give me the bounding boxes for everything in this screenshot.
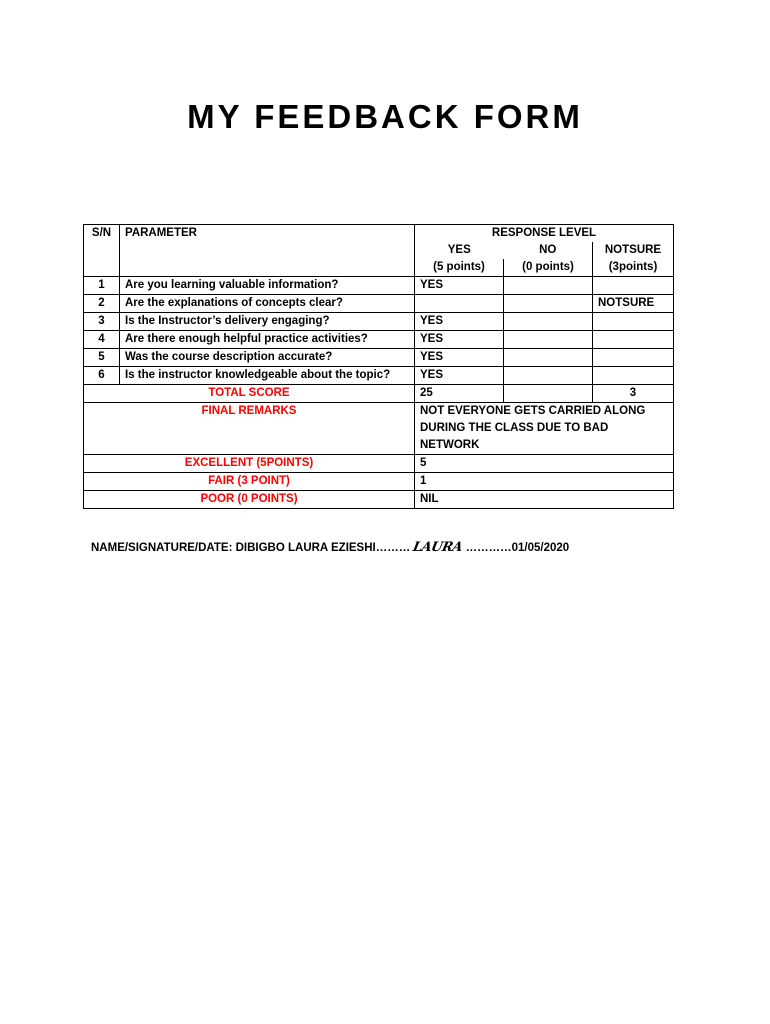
row-parameter: Was the course description accurate? [120, 349, 415, 367]
yes-header: YES [415, 242, 504, 259]
row-yes: YES [415, 349, 504, 367]
table-row [84, 349, 674, 367]
row-parameter: Is the instructor knowledgeable about the topic? [120, 367, 415, 385]
final-remarks-text: NOT EVERYONE GETS CARRIED ALONG DURING THE CLASS DUE TO BAD NETWORK [415, 403, 674, 455]
notsure-points: (3points) [593, 259, 674, 277]
yes-points: (5 points) [415, 259, 504, 277]
total-no [504, 385, 593, 403]
row-sn: 2 [84, 295, 120, 313]
row-yes [415, 295, 504, 313]
row-yes: YES [415, 277, 504, 295]
header-row-1 [84, 225, 674, 243]
rating-row [84, 491, 674, 509]
notsure-header: NOTSURE [593, 242, 674, 259]
signature-prefix: NAME/SIGNATURE/DATE: DIBIGBO LAURA EZIESHI……… [91, 542, 411, 554]
rating-row [84, 455, 674, 473]
row-sn: 4 [84, 331, 120, 349]
row-parameter: Are you learning valuable information? [120, 277, 415, 295]
signature-line [91, 540, 569, 555]
row-no [504, 277, 593, 295]
row-yes: YES [415, 313, 504, 331]
row-notsure [593, 331, 674, 349]
header-row-3 [84, 259, 674, 277]
row-no [504, 295, 593, 313]
row-parameter: Are there enough helpful practice activities? [120, 331, 415, 349]
table-row [84, 277, 674, 295]
total-notsure: 3 [593, 385, 674, 403]
final-remarks-label: FINAL REMARKS [84, 403, 415, 455]
row-notsure [593, 367, 674, 385]
row-sn: 1 [84, 277, 120, 295]
row-sn: 6 [84, 367, 120, 385]
total-row [84, 385, 674, 403]
row-yes: YES [415, 367, 504, 385]
rating-value: NIL [415, 491, 674, 509]
sn-header: S/N [84, 225, 120, 243]
row-parameter: Are the explanations of concepts clear? [120, 295, 415, 313]
row-notsure [593, 313, 674, 331]
signature-date: …………01/05/2020 [465, 542, 570, 554]
row-no [504, 349, 593, 367]
rating-label: FAIR (3 POINT) [84, 473, 415, 491]
no-points: (0 points) [504, 259, 593, 277]
rating-label: POOR (0 POINTS) [84, 491, 415, 509]
response-level-header: RESPONSE LEVEL [415, 225, 674, 243]
rating-row [84, 473, 674, 491]
rating-value: 5 [415, 455, 674, 473]
table-row [84, 367, 674, 385]
header-row-2 [84, 242, 674, 259]
table-row [84, 295, 674, 313]
row-parameter: Is the Instructor’s delivery engaging? [120, 313, 415, 331]
feedback-table [83, 224, 674, 509]
row-no [504, 367, 593, 385]
row-yes: YES [415, 331, 504, 349]
total-score-label: TOTAL SCORE [84, 385, 415, 403]
row-sn: 3 [84, 313, 120, 331]
row-notsure: NOTSURE [593, 295, 674, 313]
row-no [504, 313, 593, 331]
page-title: MY FEEDBACK FORM [187, 98, 583, 135]
final-remarks-row [84, 403, 674, 455]
handwritten-signature: LAURA [411, 540, 465, 555]
table-row [84, 331, 674, 349]
row-sn: 5 [84, 349, 120, 367]
row-notsure [593, 349, 674, 367]
rating-label: EXCELLENT (5POINTS) [84, 455, 415, 473]
no-header: NO [504, 242, 593, 259]
total-yes: 25 [415, 385, 504, 403]
parameter-header: PARAMETER [120, 225, 415, 243]
table-row [84, 313, 674, 331]
row-no [504, 331, 593, 349]
row-notsure [593, 277, 674, 295]
rating-value: 1 [415, 473, 674, 491]
